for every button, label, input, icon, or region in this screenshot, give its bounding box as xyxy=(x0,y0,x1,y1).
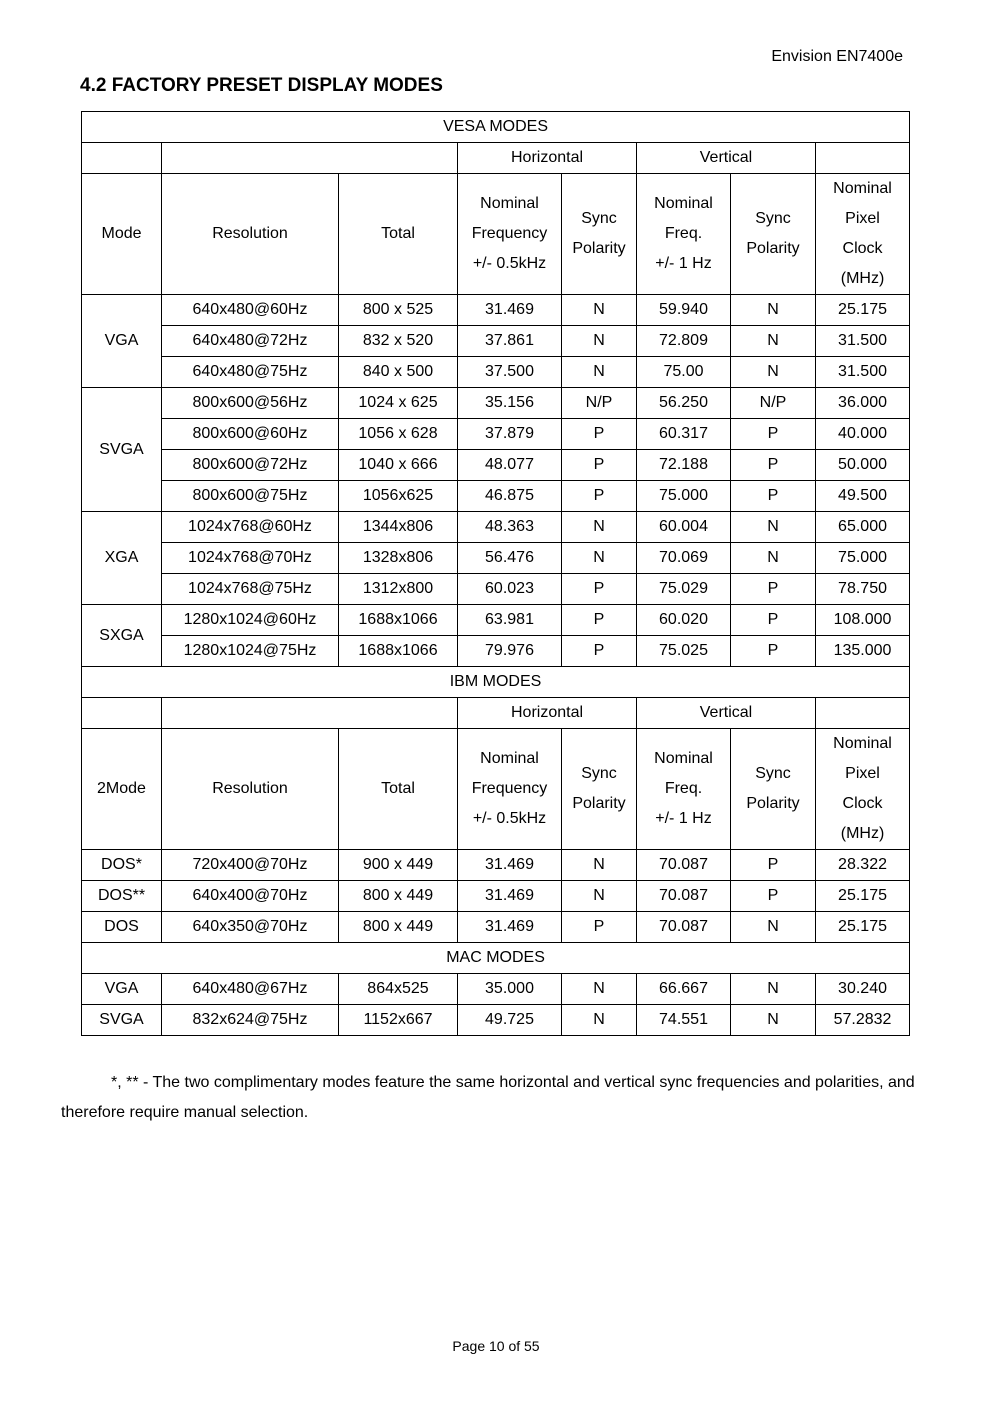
table-cell: 1040 x 666 xyxy=(339,450,458,481)
table-cell: 63.981 xyxy=(458,605,562,636)
table-cell: 28.322 xyxy=(816,850,910,881)
blank-cell xyxy=(82,143,162,174)
table-cell: P xyxy=(562,419,637,450)
table-cell: 72.809 xyxy=(637,326,731,357)
table-cell: 48.077 xyxy=(458,450,562,481)
column-header-total: Total xyxy=(339,729,458,850)
table-row xyxy=(82,295,910,326)
table-cell: 37.500 xyxy=(458,357,562,388)
column-header-v-freq-line: Nominal xyxy=(654,195,713,212)
table-cell: 864x525 xyxy=(339,974,458,1005)
table-cell: N xyxy=(731,912,816,943)
mode-cell: DOS* xyxy=(82,850,162,881)
table-cell: 59.940 xyxy=(637,295,731,326)
table-cell: 78.750 xyxy=(816,574,910,605)
table-cell: 108.000 xyxy=(816,605,910,636)
table-cell: 31.500 xyxy=(816,326,910,357)
table-cell: 70.087 xyxy=(637,912,731,943)
mode-cell: VGA xyxy=(82,295,162,388)
section-header: IBM MODES xyxy=(82,667,910,698)
table-cell: 640x480@75Hz xyxy=(162,357,339,388)
mode-cell: SVGA xyxy=(82,388,162,512)
table-cell: 1688x1066 xyxy=(339,636,458,667)
table-row xyxy=(82,388,910,419)
table-cell: N/P xyxy=(562,388,637,419)
table-cell: 75.00 xyxy=(637,357,731,388)
column-header-h-sync-line: Polarity xyxy=(572,795,626,812)
section-header: MAC MODES xyxy=(82,943,910,974)
table-cell: 1056x625 xyxy=(339,481,458,512)
column-header-h-freq-line: Frequency xyxy=(471,780,548,797)
column-header-h-freq-line: +/- 0.5kHz xyxy=(472,810,547,827)
column-header-pixel-clock xyxy=(816,174,910,295)
column-header-h-freq xyxy=(458,174,562,295)
mode-cell: DOS** xyxy=(82,881,162,912)
table-cell: P xyxy=(731,574,816,605)
column-header-v-freq-line: Nominal xyxy=(654,750,713,767)
column-header-h-sync-line: Sync xyxy=(581,765,617,782)
section-title: 4.2 FACTORY PRESET DISPLAY MODES xyxy=(80,75,443,96)
table-row xyxy=(82,174,910,295)
column-header-v-sync-line: Polarity xyxy=(746,795,800,812)
table-cell: 25.175 xyxy=(816,912,910,943)
table-row xyxy=(82,881,910,912)
table-cell: 800 x 449 xyxy=(339,881,458,912)
table-cell: N xyxy=(731,357,816,388)
table-row xyxy=(82,543,910,574)
table-row xyxy=(82,574,910,605)
table-cell: 60.020 xyxy=(637,605,731,636)
table-cell: 1152x667 xyxy=(339,1005,458,1036)
table-row xyxy=(82,419,910,450)
table-cell: 800x600@56Hz xyxy=(162,388,339,419)
group-header-horizontal: Horizontal xyxy=(458,143,637,174)
table-cell: 57.2832 xyxy=(816,1005,910,1036)
column-header-h-freq-line: Frequency xyxy=(471,225,548,242)
table-row xyxy=(82,1005,910,1036)
table-cell: 1344x806 xyxy=(339,512,458,543)
table-cell: 720x400@70Hz xyxy=(162,850,339,881)
table-cell: N xyxy=(562,512,637,543)
table-row xyxy=(82,943,910,974)
table-cell: 66.667 xyxy=(637,974,731,1005)
table-cell: N xyxy=(731,512,816,543)
column-header-v-sync-line: Polarity xyxy=(746,240,800,257)
table-cell: 1024 x 625 xyxy=(339,388,458,419)
group-header-vertical: Vertical xyxy=(637,698,816,729)
column-header-v-sync-line: Sync xyxy=(755,765,791,782)
column-header-v-sync-line: Sync xyxy=(755,210,791,227)
table-cell: 1688x1066 xyxy=(339,605,458,636)
table-cell: 1024x768@75Hz xyxy=(162,574,339,605)
table-row xyxy=(82,912,910,943)
table-cell: 49.725 xyxy=(458,1005,562,1036)
column-header-pixel-clock xyxy=(816,729,910,850)
table-cell: N xyxy=(562,850,637,881)
column-header-h-freq-line: Nominal xyxy=(480,195,539,212)
table-cell: 74.551 xyxy=(637,1005,731,1036)
blank-cell xyxy=(82,698,162,729)
table-cell: 30.240 xyxy=(816,974,910,1005)
table-row xyxy=(82,512,910,543)
table-cell: 49.500 xyxy=(816,481,910,512)
table-cell: 800x600@60Hz xyxy=(162,419,339,450)
table-cell: 1024x768@70Hz xyxy=(162,543,339,574)
table-row xyxy=(82,450,910,481)
mode-cell: SVGA xyxy=(82,1005,162,1036)
column-header-v-freq xyxy=(637,174,731,295)
table-cell: N xyxy=(731,326,816,357)
column-header-resolution: Resolution xyxy=(162,729,339,850)
column-header-mode: Mode xyxy=(82,174,162,295)
table-cell: P xyxy=(562,605,637,636)
table-cell: 75.025 xyxy=(637,636,731,667)
table-cell: 31.469 xyxy=(458,881,562,912)
table-cell: N xyxy=(562,295,637,326)
table-cell: 135.000 xyxy=(816,636,910,667)
table-cell: 37.879 xyxy=(458,419,562,450)
table-cell: 1280x1024@60Hz xyxy=(162,605,339,636)
table-cell: 25.175 xyxy=(816,295,910,326)
table-cell: P xyxy=(731,419,816,450)
table-cell: 56.476 xyxy=(458,543,562,574)
mode-cell: SXGA xyxy=(82,605,162,667)
table-cell: N xyxy=(562,1005,637,1036)
table-cell: N xyxy=(562,357,637,388)
table-cell: 1328x806 xyxy=(339,543,458,574)
column-header-resolution: Resolution xyxy=(162,174,339,295)
table-row xyxy=(82,698,910,729)
table-cell: 75.029 xyxy=(637,574,731,605)
table-cell: 800 x 525 xyxy=(339,295,458,326)
table-cell: N xyxy=(562,543,637,574)
blank-cell xyxy=(162,698,458,729)
table-cell: 800x600@75Hz xyxy=(162,481,339,512)
table-cell: P xyxy=(731,605,816,636)
table-cell: 1024x768@60Hz xyxy=(162,512,339,543)
table-row xyxy=(82,850,910,881)
mode-cell: DOS xyxy=(82,912,162,943)
column-header-pixel-clock-line: Nominal xyxy=(833,180,892,197)
table-cell: N xyxy=(562,326,637,357)
table-cell: 640x480@72Hz xyxy=(162,326,339,357)
column-header-h-freq-line: Nominal xyxy=(480,750,539,767)
table-cell: 60.317 xyxy=(637,419,731,450)
table-cell: 46.875 xyxy=(458,481,562,512)
table-row xyxy=(82,636,910,667)
table-row xyxy=(82,729,910,850)
column-header-mode: 2Mode xyxy=(82,729,162,850)
table-cell: 36.000 xyxy=(816,388,910,419)
column-header-v-freq-line: +/- 1 Hz xyxy=(655,255,712,272)
table-row xyxy=(82,481,910,512)
column-header-pixel-clock-line: Clock xyxy=(842,795,883,812)
table-cell: 25.175 xyxy=(816,881,910,912)
group-header-vertical: Vertical xyxy=(637,143,816,174)
table-cell: 75.000 xyxy=(637,481,731,512)
table-row xyxy=(82,112,910,143)
table-cell: 75.000 xyxy=(816,543,910,574)
column-header-h-sync-line: Polarity xyxy=(572,240,626,257)
table-cell: N xyxy=(562,881,637,912)
table-cell: 72.188 xyxy=(637,450,731,481)
table-cell: 640x400@70Hz xyxy=(162,881,339,912)
table-cell: N xyxy=(731,974,816,1005)
table-cell: N xyxy=(731,295,816,326)
table-cell: 840 x 500 xyxy=(339,357,458,388)
group-header-horizontal: Horizontal xyxy=(458,698,637,729)
table-cell: P xyxy=(562,481,637,512)
table-cell: 35.000 xyxy=(458,974,562,1005)
table-row xyxy=(82,143,910,174)
column-header-h-sync xyxy=(562,174,637,295)
table-cell: 832x624@75Hz xyxy=(162,1005,339,1036)
table-cell: 640x480@67Hz xyxy=(162,974,339,1005)
column-header-h-sync xyxy=(562,729,637,850)
document-model-header: Envision EN7400e xyxy=(771,48,903,65)
table-cell: 640x480@60Hz xyxy=(162,295,339,326)
column-header-h-freq-line: +/- 0.5kHz xyxy=(472,255,547,272)
table-cell: 48.363 xyxy=(458,512,562,543)
column-header-v-sync xyxy=(731,174,816,295)
page-number: Page 10 of 55 xyxy=(452,1338,540,1354)
table-cell: 40.000 xyxy=(816,419,910,450)
column-header-pixel-clock-line: Clock xyxy=(842,240,883,257)
table-cell: N xyxy=(562,974,637,1005)
table-cell: 900 x 449 xyxy=(339,850,458,881)
column-header-v-sync xyxy=(731,729,816,850)
table-cell: P xyxy=(562,912,637,943)
column-header-h-sync-line: Sync xyxy=(581,210,617,227)
column-header-v-freq-line: Freq. xyxy=(664,225,703,242)
table-cell: 60.023 xyxy=(458,574,562,605)
display-modes-table-body xyxy=(82,112,910,1036)
display-modes-table xyxy=(81,111,910,1036)
column-header-pixel-clock-line: (MHz) xyxy=(840,825,885,842)
footnote: *, ** - The two complimentary modes feature the same horizontal and vertical sync frequencies and polarities, and therefore require manual selection. xyxy=(61,1074,915,1121)
column-header-pixel-clock-line: Pixel xyxy=(845,765,880,782)
blank-cell xyxy=(162,143,458,174)
table-cell: N xyxy=(731,543,816,574)
blank-cell xyxy=(816,143,910,174)
table-cell: 31.469 xyxy=(458,912,562,943)
table-cell: 1312x800 xyxy=(339,574,458,605)
table-cell: 79.976 xyxy=(458,636,562,667)
table-cell: 70.069 xyxy=(637,543,731,574)
column-header-v-freq-line: +/- 1 Hz xyxy=(655,810,712,827)
column-header-v-freq xyxy=(637,729,731,850)
table-cell: 800x600@72Hz xyxy=(162,450,339,481)
table-row xyxy=(82,326,910,357)
table-cell: 1280x1024@75Hz xyxy=(162,636,339,667)
mode-cell: XGA xyxy=(82,512,162,605)
table-cell: P xyxy=(731,481,816,512)
table-cell: 37.861 xyxy=(458,326,562,357)
column-header-v-freq-line: Freq. xyxy=(664,780,703,797)
table-row xyxy=(82,357,910,388)
mode-cell: VGA xyxy=(82,974,162,1005)
table-cell: N/P xyxy=(731,388,816,419)
table-cell: 56.250 xyxy=(637,388,731,419)
table-cell: N xyxy=(731,1005,816,1036)
table-cell: 800 x 449 xyxy=(339,912,458,943)
table-row xyxy=(82,667,910,698)
table-cell: P xyxy=(562,574,637,605)
table-cell: P xyxy=(731,636,816,667)
table-cell: 31.469 xyxy=(458,850,562,881)
column-header-h-freq xyxy=(458,729,562,850)
table-cell: 1056 x 628 xyxy=(339,419,458,450)
table-cell: 31.469 xyxy=(458,295,562,326)
table-cell: P xyxy=(562,636,637,667)
column-header-total: Total xyxy=(339,174,458,295)
table-cell: P xyxy=(562,450,637,481)
column-header-pixel-clock-line: Pixel xyxy=(845,210,880,227)
table-cell: 70.087 xyxy=(637,850,731,881)
section-header: VESA MODES xyxy=(82,112,910,143)
table-cell: P xyxy=(731,850,816,881)
column-header-pixel-clock-line: Nominal xyxy=(833,735,892,752)
table-cell: 31.500 xyxy=(816,357,910,388)
table-cell: 70.087 xyxy=(637,881,731,912)
table-cell: 35.156 xyxy=(458,388,562,419)
table-cell: 65.000 xyxy=(816,512,910,543)
blank-cell xyxy=(816,698,910,729)
table-cell: 832 x 520 xyxy=(339,326,458,357)
table-row xyxy=(82,974,910,1005)
column-header-pixel-clock-line: (MHz) xyxy=(840,270,885,287)
table-cell: P xyxy=(731,450,816,481)
table-cell: P xyxy=(731,881,816,912)
table-cell: 60.004 xyxy=(637,512,731,543)
table-cell: 50.000 xyxy=(816,450,910,481)
table-cell: 640x350@70Hz xyxy=(162,912,339,943)
table-row xyxy=(82,605,910,636)
